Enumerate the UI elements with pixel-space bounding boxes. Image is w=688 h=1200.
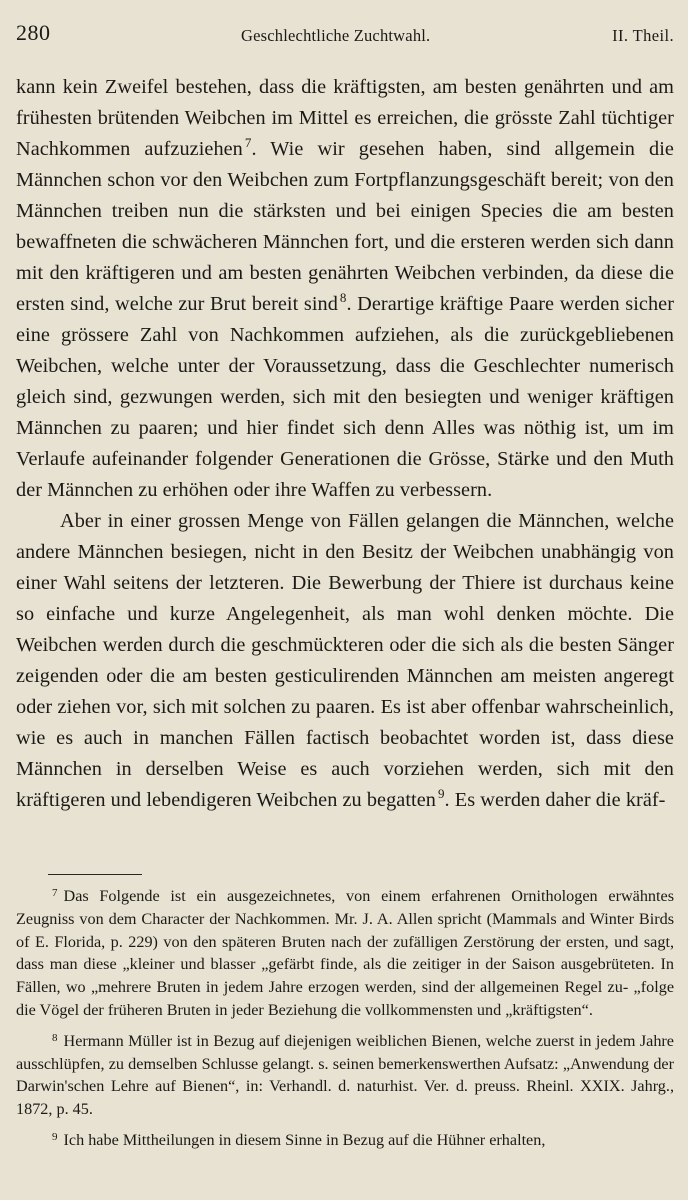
footnote-ref-7: 7 [244, 135, 252, 150]
part-label: II. Theil. [612, 26, 674, 45]
footnote-7 [16, 885, 674, 1022]
paragraph-1-part-c: . Derartige kräftige Paare werden sicher eine grössere Zahl von Nachkommen aufziehen, als die zurückgebliebenen Weibchen, welche unter der Voraussetzung, dass die Geschlechter numerisch gleich sind, gezwungen werden, sich mit den besiegten und weniger kräftigen Männchen zu paaren; und hier findet sich denn Alles was nöthig ist, um im Verlaufe aufeinander folgender Generationen die Grösse, Stärke und den Muth der Männchen zu erhöhen oder ihre Waffen zu verbessern. [16, 293, 674, 501]
paragraph-1-part-a: kann kein Zweifel bestehen, dass die kräftigsten, am besten genährten und am frühesten brütenden Weibchen im Mittel es erreichen, die grösste Zahl tüchtiger Nachkommen aufzuziehen [16, 76, 674, 160]
footnote-mark-9: 9 [52, 1130, 58, 1143]
footnote-text-9: Ich habe Mittheilungen in diesem Sinne in Bezug auf die Hühner erhalten, [63, 1130, 546, 1149]
footnote-text-8: Hermann Müller ist in Bezug auf diejenigen weiblichen Bienen, welche zuerst in jedem Jahre ausschlüpfen, zu demselben Schlusse gelangt. s. seinen bemerkenswerthen Aufsatz: „Anwendung der Darwin'schen Lehre auf Bienen“, in: Verhandl. d. naturhist. Ver. d. preuss. Rheinl. XXIX. Jahrg., 1872, p. 45. [16, 1031, 674, 1119]
page-number: 280 [16, 20, 51, 45]
paragraph-2-part-a: Aber in einer grossen Menge von Fällen gelangen die Männchen, welche andere Männchen besiegen, nicht in den Besitz der Weibchen unabhängig von einer Wahl seitens der letzteren. Die Bewerbung der Thiere ist durchaus keine so einfache und kurze Angelegenheit, als man wohl denken möchte. Die Weibchen werden durch die geschmückteren oder die sich als die besten Sänger zeigenden oder die am besten gesticulirenden Männchen am meisten angeregt oder ziehen vor, sich mit solchen zu paaren. Es ist aber offenbar wahrscheinlich, wie es auch in manchen Fällen factisch beobachtet worden ist, dass diese Männchen in derselben Weise es auch vorziehen werden, sich mit den kräftigeren und lebendigeren Weibchen zu begatten [16, 510, 674, 811]
paragraph-1-part-b: . Wie wir gesehen haben, sind allgemein die Männchen schon vor den Weibchen zum Fortpflanzungsgeschäft bereit; von den Männchen treiben nun die stärksten und bei einigen Species die am besten bewaffneten die schwächeren Männchen fort, und die ersteren werden sich dann mit den kräftigeren und am besten genährten Weibchen verbinden, da diese die ersten sind, welche zur Brut bereit sind [16, 138, 674, 315]
paragraph-2-part-b: . Es werden daher die kräf- [444, 789, 666, 811]
footnote-text-7: Das Folgende ist ein ausgezeichnetes, von einem erfahrenen Ornithologen erwähntes Zeugniss von dem Character der Nachkommen. Mr. J. A. Allen spricht (Mammals and Winter Birds of E. Florida, p. 229) von den späteren Bruten nach der zufälligen Zerstörung der ersten, und sagt, dass man diese „kleiner und blasser „gefärbt finde, als die zeitiger in der Saison ausgebrüteten. In Fällen, wo „mehrere Bruten in jedem Jahre erzogen werden, sind der allgemeinen Regel zu- „folge die Vögel der früheren Bruten in jeder Beziehung die vollkommensten und „kräftigsten“. [16, 887, 674, 1019]
footnote-ref-9: 9 [437, 786, 445, 801]
body-text [16, 72, 674, 816]
footnote-8 [16, 1030, 674, 1121]
paragraph-1 [16, 72, 674, 506]
footnote-mark-7: 7 [52, 887, 58, 899]
running-header [16, 20, 674, 50]
footnote-divider [48, 874, 142, 875]
footnote-mark-8: 8 [52, 1031, 58, 1044]
footnotes [16, 885, 674, 1152]
paragraph-2 [16, 506, 674, 816]
footnote-ref-8: 8 [339, 290, 347, 305]
running-title: Geschlechtliche Zuchtwahl. [241, 26, 431, 45]
footnote-9 [16, 1129, 674, 1152]
